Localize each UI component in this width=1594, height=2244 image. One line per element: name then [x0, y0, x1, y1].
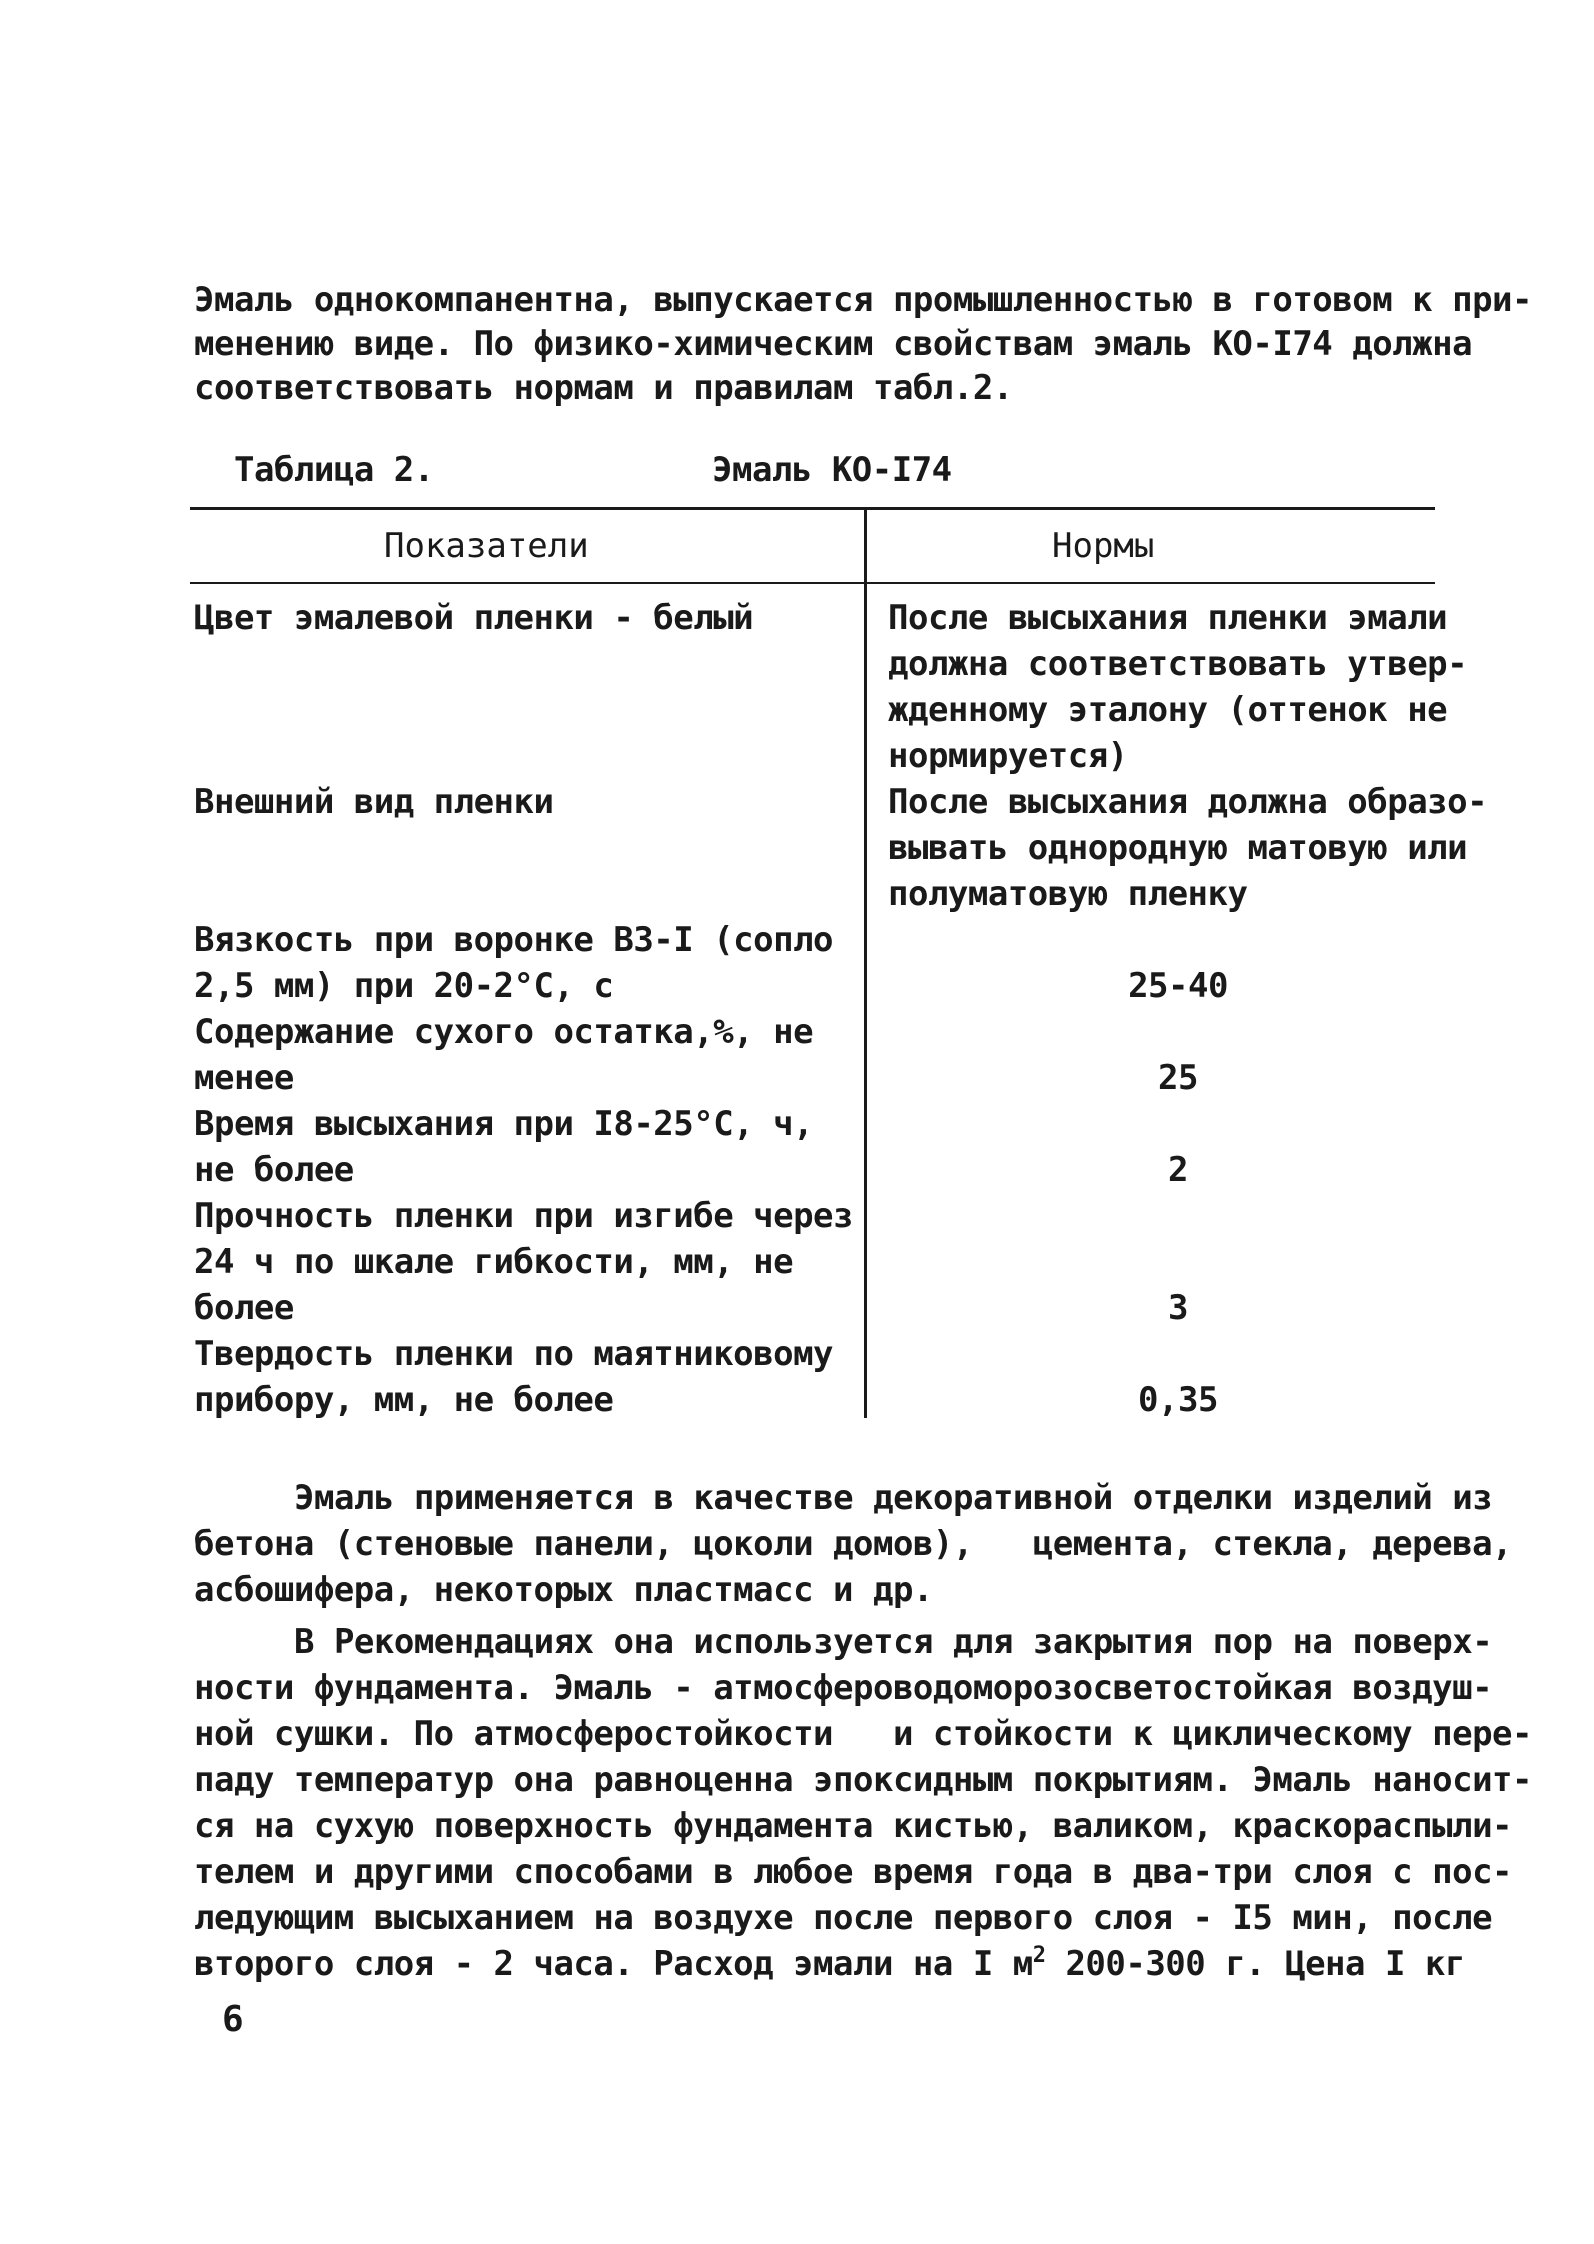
- table-row-5-indicator-line-2: не более: [194, 1150, 354, 1190]
- page-number: 6: [222, 1999, 244, 2040]
- table-row-3-indicator-line-2-text: 2,5 мм) при 20-2: [194, 966, 514, 1006]
- table-row-7-norm-value: 0,35: [1138, 1380, 1218, 1420]
- body-p2-line-2: ности фундамента. Эмаль - атмосфероводоморозосветостойкая воздуш-: [194, 1668, 1493, 1708]
- table-row-4-norm-value: 25: [1158, 1058, 1198, 1098]
- table-caption-title: Эмаль КО-I74: [712, 450, 952, 490]
- table-row-4-indicator-line-1: Содержание сухого остатка,%, не: [194, 1012, 814, 1052]
- table-row-1-indicator: Цвет эмалевой пленки - белый: [194, 598, 754, 638]
- table-row-6-indicator-line-1: Прочность пленки при изгибе через: [194, 1196, 854, 1236]
- table-caption-label: Таблица 2.: [234, 450, 434, 490]
- intro-line-2: менению виде. По физико-химическим свойствам эмаль КО-I74 должна: [194, 324, 1473, 364]
- table-column-divider: [864, 510, 867, 1418]
- body-p2-line-7: ледующим высыханием на воздухе после первого слоя - I5 мин, после: [194, 1898, 1493, 1938]
- body-p2-line-6: телем и другими способами в любое время года в два-три слоя с пос-: [194, 1852, 1513, 1892]
- table-row-5-indicator-line-1-unit: °С, ч,: [693, 1104, 814, 1144]
- body-p1-line-1: Эмаль применяется в качестве декоративной отделки изделий из: [294, 1478, 1493, 1518]
- table-row-1-norm-line-4: нормируется): [888, 736, 1128, 776]
- table-row-3-indicator-line-2: [194, 964, 613, 1008]
- body-p1-line-2: бетона (стеновые панели, цоколи домов), цемента, стекла, дерева,: [194, 1524, 1513, 1564]
- body-p2-line-8-text: второго слоя - 2 часа. Расход эмали на I м: [194, 1944, 1033, 1984]
- table-row-7-indicator-line-2: прибору, мм, не более: [194, 1380, 614, 1420]
- table-row-7-indicator-line-1: Твердость пленки по маятниковому: [194, 1334, 834, 1374]
- table-row-2-indicator: Внешний вид пленки: [194, 782, 554, 822]
- table-row-2-norm-line-3: полуматовую пленку: [888, 874, 1248, 914]
- table-row-6-indicator-line-2: 24 ч по шкале гибкости, мм, не: [194, 1242, 794, 1282]
- intro-line-1: Эмаль однокомпанентна, выпускается промышленностью в готовом к при-: [194, 280, 1532, 320]
- table-row-5-norm-value: 2: [1168, 1150, 1188, 1190]
- table-row-3-norm-value: 25-40: [1128, 966, 1228, 1006]
- body-p2-line-8-tail: 200-300 г. Цена I кг: [1045, 1944, 1465, 1984]
- body-p2-line-5: ся на сухую поверхность фундамента кистью, валиком, краскораспыли-: [194, 1806, 1513, 1846]
- table-row-2-norm-line-1: После высыхания должна образо-: [888, 782, 1488, 822]
- body-p1-line-3: асбошифера, некоторых пластмасс и др.: [194, 1570, 933, 1610]
- table-header-indicators: Показатели: [384, 526, 589, 566]
- table-row-5-indicator-line-1-text: Время высыхания при I8-25: [194, 1104, 694, 1144]
- table-header-rule: [190, 582, 1435, 584]
- table-row-3-indicator-line-2-unit: °С, с: [513, 966, 614, 1006]
- table-top-rule: [190, 507, 1435, 510]
- table-row-1-norm-line-2: должна соответствовать утвер-: [888, 644, 1468, 684]
- table-row-1-norm-line-1: После высыхания пленки эмали: [888, 598, 1448, 638]
- table-header-norms: Нормы: [1052, 526, 1155, 566]
- body-p2-line-8: [194, 1942, 1465, 1986]
- table-row-3-indicator-line-1: Вязкость при воронке ВЗ-I (сопло: [194, 920, 834, 960]
- body-p2-line-4: паду температур она равноценна эпоксидным покрытиям. Эмаль наносит-: [194, 1760, 1532, 1800]
- body-p2-line-8-superscript: 2: [1032, 1943, 1046, 1968]
- table-row-5-indicator-line-1: [194, 1102, 813, 1146]
- body-p2-line-1: В Рекомендациях она используется для закрытия пор на поверх-: [294, 1622, 1493, 1662]
- table-row-1-norm-line-3: жденному эталону (оттенок не: [888, 690, 1448, 730]
- table-row-6-indicator-line-3: более: [194, 1288, 294, 1328]
- body-p2-line-3: ной сушки. По атмосферостойкости и стойкости к циклическому пере-: [194, 1714, 1532, 1754]
- table-row-4-indicator-line-2: менее: [194, 1058, 294, 1098]
- intro-line-3: соответствовать нормам и правилам табл.2.: [194, 368, 1013, 408]
- table-row-2-norm-line-2: вывать однородную матовую или: [888, 828, 1468, 868]
- table-row-6-norm-value: 3: [1168, 1288, 1188, 1328]
